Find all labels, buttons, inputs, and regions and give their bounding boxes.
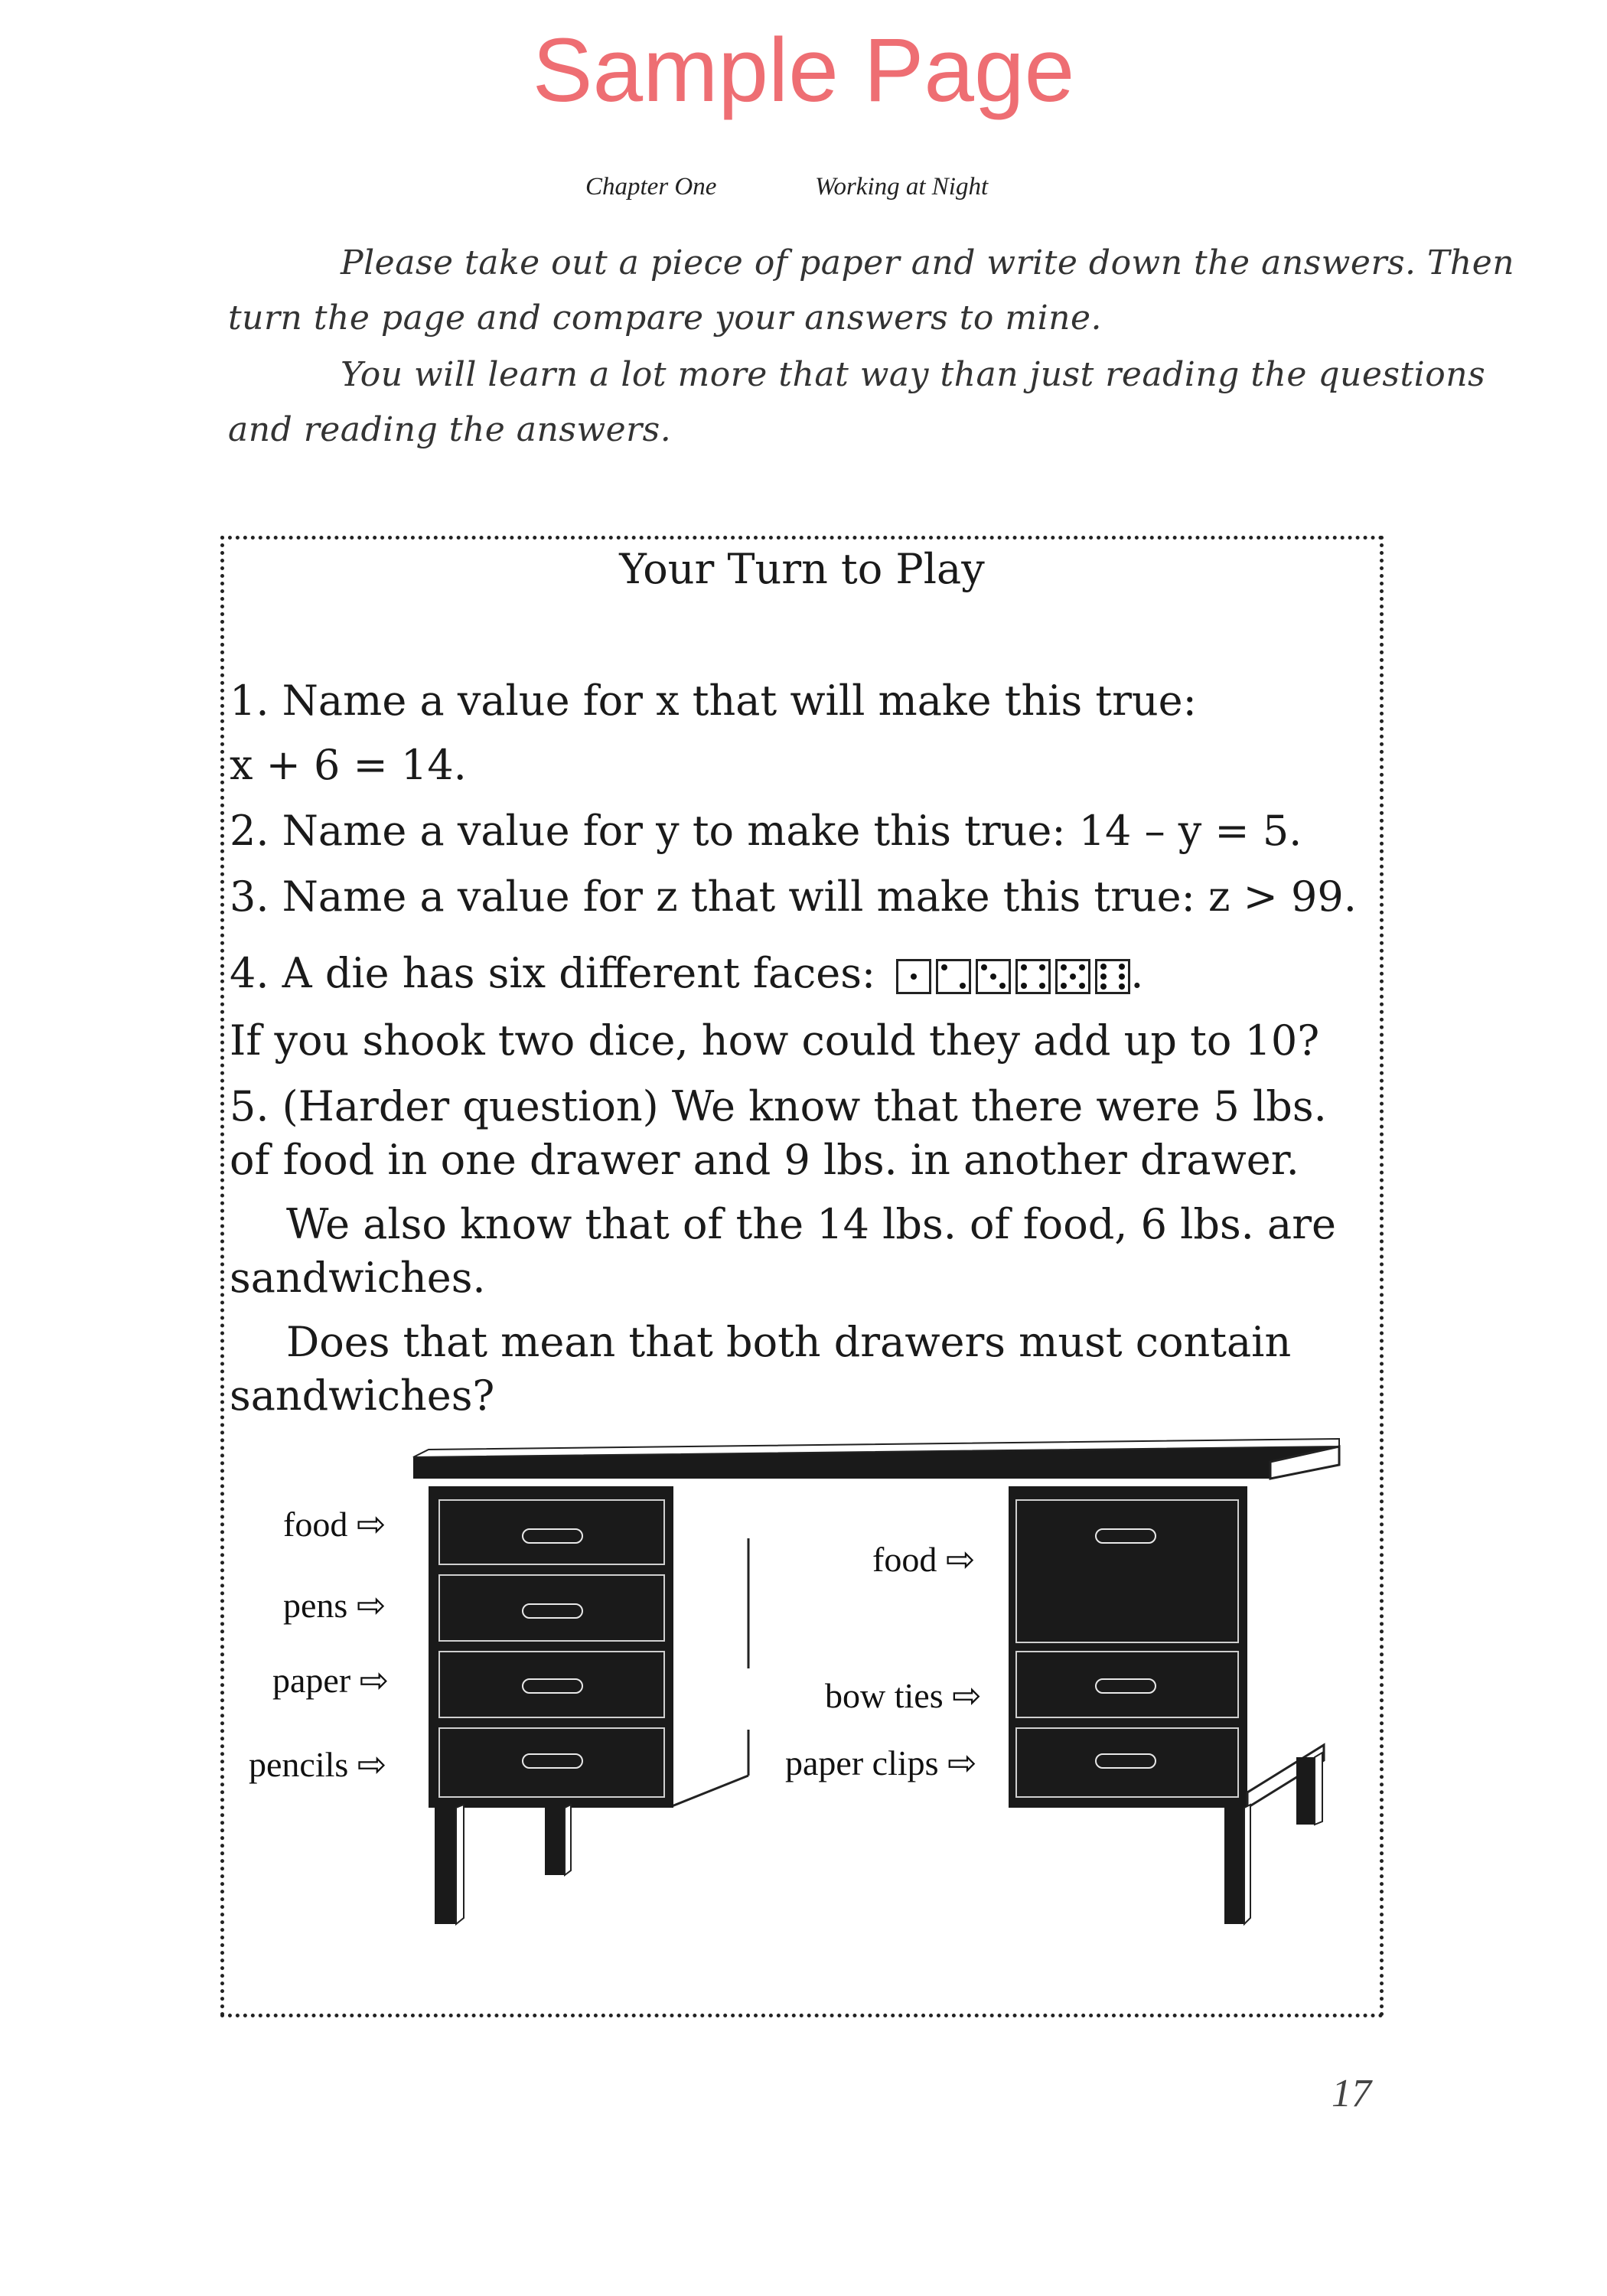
- intro-line-3: You will learn a lot more that way than just reading the questions: [341, 355, 1486, 394]
- chapter-label: Chapter One: [585, 173, 717, 201]
- question-1-text: 1. Name a value for x that will make this true:: [230, 677, 1197, 725]
- question-5-line-6: sandwiches?: [230, 1371, 495, 1420]
- question-5-line-5: Does that mean that both drawers must contain: [286, 1318, 1292, 1366]
- question-5-line-1: 5. (Harder question) We know that there were 5 lbs.: [230, 1082, 1327, 1130]
- label-right-drawer-paper-clips: paper clips ⇨: [785, 1743, 977, 1782]
- label-left-drawer-pens: pens ⇨: [283, 1586, 386, 1625]
- label-right-drawer-food: food ⇨: [872, 1540, 976, 1579]
- question-4-line-2: If you shook two dice, how could they add up to 10?: [230, 1016, 1320, 1065]
- label-left-drawer-pencils: pencils ⇨: [249, 1745, 387, 1784]
- question-3-text: 3. Name a value for z that will make this true: z > 99.: [230, 872, 1357, 921]
- intro-line-1: Please take out a piece of paper and write down the answers. Then: [341, 243, 1515, 282]
- question-5-line-4: sandwiches.: [230, 1254, 486, 1302]
- exercise-box-title: Your Turn to Play: [619, 545, 985, 593]
- label-left-drawer-paper: paper ⇨: [272, 1661, 390, 1700]
- intro-line-2: turn the page and compare your answers to mine.: [228, 298, 1103, 338]
- section-title: Working at Night: [815, 173, 989, 201]
- page-number: 17: [1332, 2072, 1371, 2115]
- question-5-line-2: of food in one drawer and 9 lbs. in another drawer.: [230, 1136, 1299, 1184]
- question-4-text: 4. A die has six different faces:: [230, 949, 876, 997]
- question-5-line-3: We also know that of the 14 lbs. of food, 6 lbs. are: [286, 1200, 1336, 1248]
- question-2-text: 2. Name a value for y to make this true: 14 – y = 5.: [230, 807, 1302, 855]
- intro-line-4: and reading the answers.: [228, 410, 672, 449]
- sample-page-watermark: Sample Page: [532, 20, 1075, 121]
- question-4-period: .: [1130, 949, 1144, 997]
- label-right-drawer-bow-ties: bow ties ⇨: [825, 1676, 982, 1715]
- label-left-drawer-food: food ⇨: [283, 1505, 386, 1544]
- question-1-equation: x + 6 = 14.: [230, 741, 467, 789]
